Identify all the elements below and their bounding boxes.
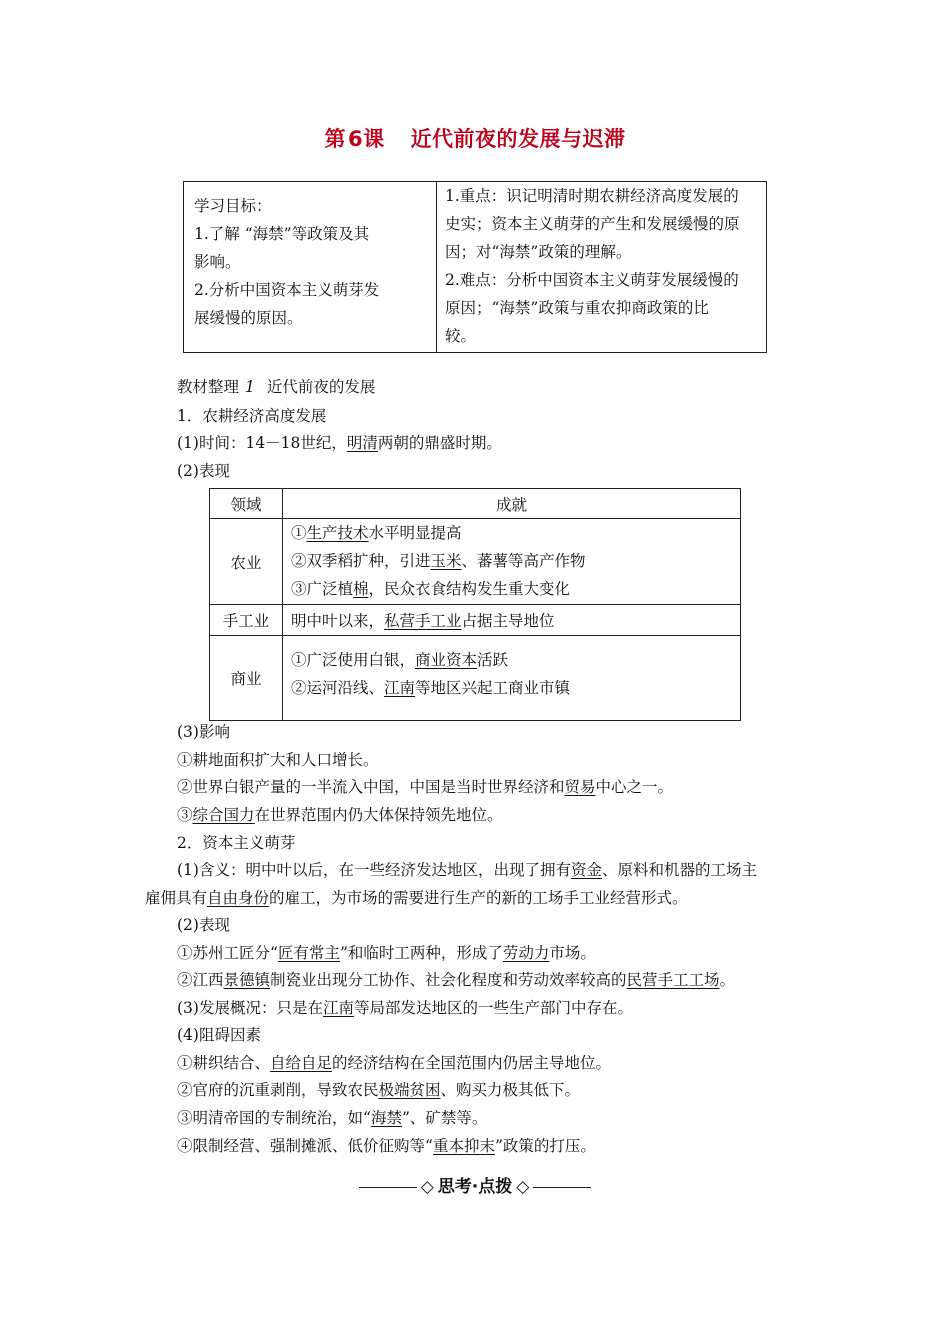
text: ③广泛植 (291, 580, 354, 598)
obstacle-2 (177, 1079, 580, 1101)
focus-line: 史实；资本主义萌芽的产生和发展缓慢的原 (445, 215, 740, 233)
section1-heading (177, 376, 375, 398)
underlined-term: 江南 (322, 999, 354, 1017)
underlined-term: 极端贫困 (378, 1081, 441, 1099)
definition-line-2 (145, 887, 688, 909)
banner-rule-right (533, 1187, 591, 1188)
banner-rule-left (359, 1187, 417, 1188)
text: 雇佣具有 (145, 889, 208, 907)
desc-line (291, 674, 740, 702)
col-header-domain: 领域 (210, 489, 283, 519)
text: ②世界白银产量的一半流入中国，中国是当时世界经济和 (177, 778, 565, 796)
focus-cell (437, 182, 767, 353)
obstacles-heading: (4)阻碍因素 (177, 1026, 261, 1044)
text: 占据主导地位 (461, 612, 555, 630)
show-2 (177, 969, 735, 991)
underlined-term: 私营手工业 (384, 612, 462, 630)
objectives-cell (184, 182, 437, 353)
underlined-term: 景德镇 (223, 971, 271, 989)
objectives-line: 2.分析中国资本主义萌芽发 (194, 281, 380, 299)
definition-line-1 (177, 859, 757, 881)
text: 明中叶以来， (291, 612, 385, 630)
text: ④限制经营、强制摊派、低价征购等“ (177, 1137, 433, 1155)
row-handicraft-label: 手工业 (210, 605, 283, 636)
focus-line: 较。 (445, 327, 477, 345)
diamond-icon: ◇ (516, 1177, 530, 1197)
text: 活跃 (477, 651, 509, 669)
text: 两朝的鼎盛时期。 (377, 434, 502, 452)
text: (3)发展概况：只是在 (177, 999, 323, 1017)
text: 等地区兴起工商业市镇 (415, 679, 571, 697)
col-header-achievement: 成就 (283, 489, 741, 519)
obstacle-4 (177, 1135, 596, 1157)
lesson-title (0, 123, 950, 153)
p1-show: (2)表现 (177, 462, 230, 480)
text: 在世界范围内仍大体保持领先地位。 (254, 806, 503, 824)
underlined-term: 棉 (353, 580, 369, 598)
desc-line (291, 519, 740, 547)
underlined-term: 明清 (346, 434, 378, 452)
focus-line: 因；对“海禁”政策的理解。 (445, 243, 632, 261)
text: (1)含义：明中叶以后，在一些经济发达地区，出现了拥有 (177, 861, 571, 879)
text: ”和临时工两种，形成了 (339, 944, 503, 962)
objectives-line: 1.了解 “海禁”等政策及其 (194, 225, 370, 243)
underlined-term: 海禁 (370, 1109, 402, 1127)
obstacle-3 (177, 1107, 487, 1129)
underlined-term: 重本抑末 (432, 1137, 495, 1155)
text: 、蕃薯等高产作物 (461, 552, 586, 570)
heading-number: 1 (245, 378, 255, 396)
underlined-term: 资金 (570, 861, 602, 879)
heading-text: 近代前夜的发展 (266, 378, 376, 396)
underlined-term: 生产技术 (306, 524, 369, 542)
lesson-suffix: 课 (363, 127, 385, 151)
text: ②官府的沉重剥削，导致农民 (177, 1081, 379, 1099)
row-commerce-label: 商业 (210, 636, 283, 721)
heading-label: 教材整理 (177, 378, 240, 396)
diamond-icon: ◇ (420, 1177, 434, 1197)
development (177, 997, 633, 1019)
text: ①广泛使用白银， (291, 651, 416, 669)
impact-3 (177, 804, 503, 826)
text: 制瓷业出现分工协作、社会化程度和劳动效率较高的 (270, 971, 627, 989)
underlined-term: 自由身份 (207, 889, 270, 907)
text: ③明清帝国的专制统治，如“ (177, 1109, 371, 1127)
text: 水平明显提高 (368, 524, 462, 542)
impact-1: ①耕地面积扩大和人口增长。 (177, 751, 379, 769)
banner-text: 思考·点拨 (437, 1177, 513, 1197)
lesson-prefix: 第 (324, 127, 346, 151)
focus-line: 原因；“海禁”政策与重农抑商政策的比 (445, 299, 709, 317)
text: ③ (177, 806, 193, 824)
text: ”、矿禁等。 (401, 1109, 488, 1127)
section2-title: 2．资本主义萌芽 (177, 834, 296, 852)
underlined-term: 贸易 (564, 778, 596, 796)
impact-2 (177, 776, 673, 798)
obstacle-1 (177, 1052, 611, 1074)
underlined-term: 民营手工工场 (626, 971, 720, 989)
text: ①耕织结合、 (177, 1054, 271, 1072)
lesson-title-text: 近代前夜的发展与迟滞 (410, 127, 626, 151)
underlined-term: 玉米 (430, 552, 462, 570)
text: ①苏州工匠分“ (177, 944, 278, 962)
think-banner (0, 1172, 950, 1197)
text: 。 (719, 971, 736, 989)
row-handicraft-desc (283, 605, 741, 636)
row-agriculture-label: 农业 (210, 519, 283, 605)
text: ”政策的打压。 (494, 1137, 596, 1155)
impact-heading: (3)影响 (177, 723, 230, 741)
text: 市场。 (549, 944, 596, 962)
objectives-line: 影响。 (194, 253, 241, 271)
text: 中心之一。 (595, 778, 674, 796)
text: ②运河沿线、 (291, 679, 385, 697)
objectives-line: 学习目标： (194, 197, 272, 215)
text: ① (291, 524, 307, 542)
underlined-term: 劳动力 (502, 944, 550, 962)
text: (1)时间：14－18世纪， (177, 434, 347, 452)
text: ②江西 (177, 971, 224, 989)
desc-line (291, 646, 740, 674)
text: 等局部发达地区的一些生产部门中存在。 (353, 999, 633, 1017)
text: 的经济结构在全国范围内仍居主导地位。 (332, 1054, 612, 1072)
focus-line: 1.重点：识记明清时期农耕经济高度发展的 (445, 187, 739, 205)
text: 、原料和机器的工场主 (601, 861, 757, 879)
text: ，民众衣食结构发生重大变化 (368, 580, 571, 598)
show-heading: (2)表现 (177, 916, 230, 934)
p1-time (177, 432, 502, 454)
desc-line (291, 547, 740, 575)
text: 的雇工，为市场的需要进行生产的新的工场手工业经营形式。 (269, 889, 688, 907)
desc-line (291, 575, 740, 603)
underlined-term: 匠有常主 (277, 944, 340, 962)
underlined-term: 江南 (384, 679, 416, 697)
objectives-line: 展缓慢的原因。 (194, 309, 303, 327)
focus-line: 2.难点：分析中国资本主义萌芽发展缓慢的 (445, 271, 739, 289)
p1-title: 1．农耕经济高度发展 (177, 407, 327, 425)
underlined-term: 商业资本 (415, 651, 478, 669)
row-commerce-desc (283, 636, 741, 721)
underlined-term: 自给自足 (270, 1054, 333, 1072)
show-1 (177, 942, 596, 964)
text: 、购买力极其低下。 (440, 1081, 581, 1099)
underlined-term: 综合国力 (192, 806, 255, 824)
text: ②双季稻扩种，引进 (291, 552, 431, 570)
lesson-number: 6 (347, 127, 364, 151)
goals-table (183, 181, 767, 353)
row-agriculture-desc (283, 519, 741, 605)
achievements-table (209, 488, 741, 721)
